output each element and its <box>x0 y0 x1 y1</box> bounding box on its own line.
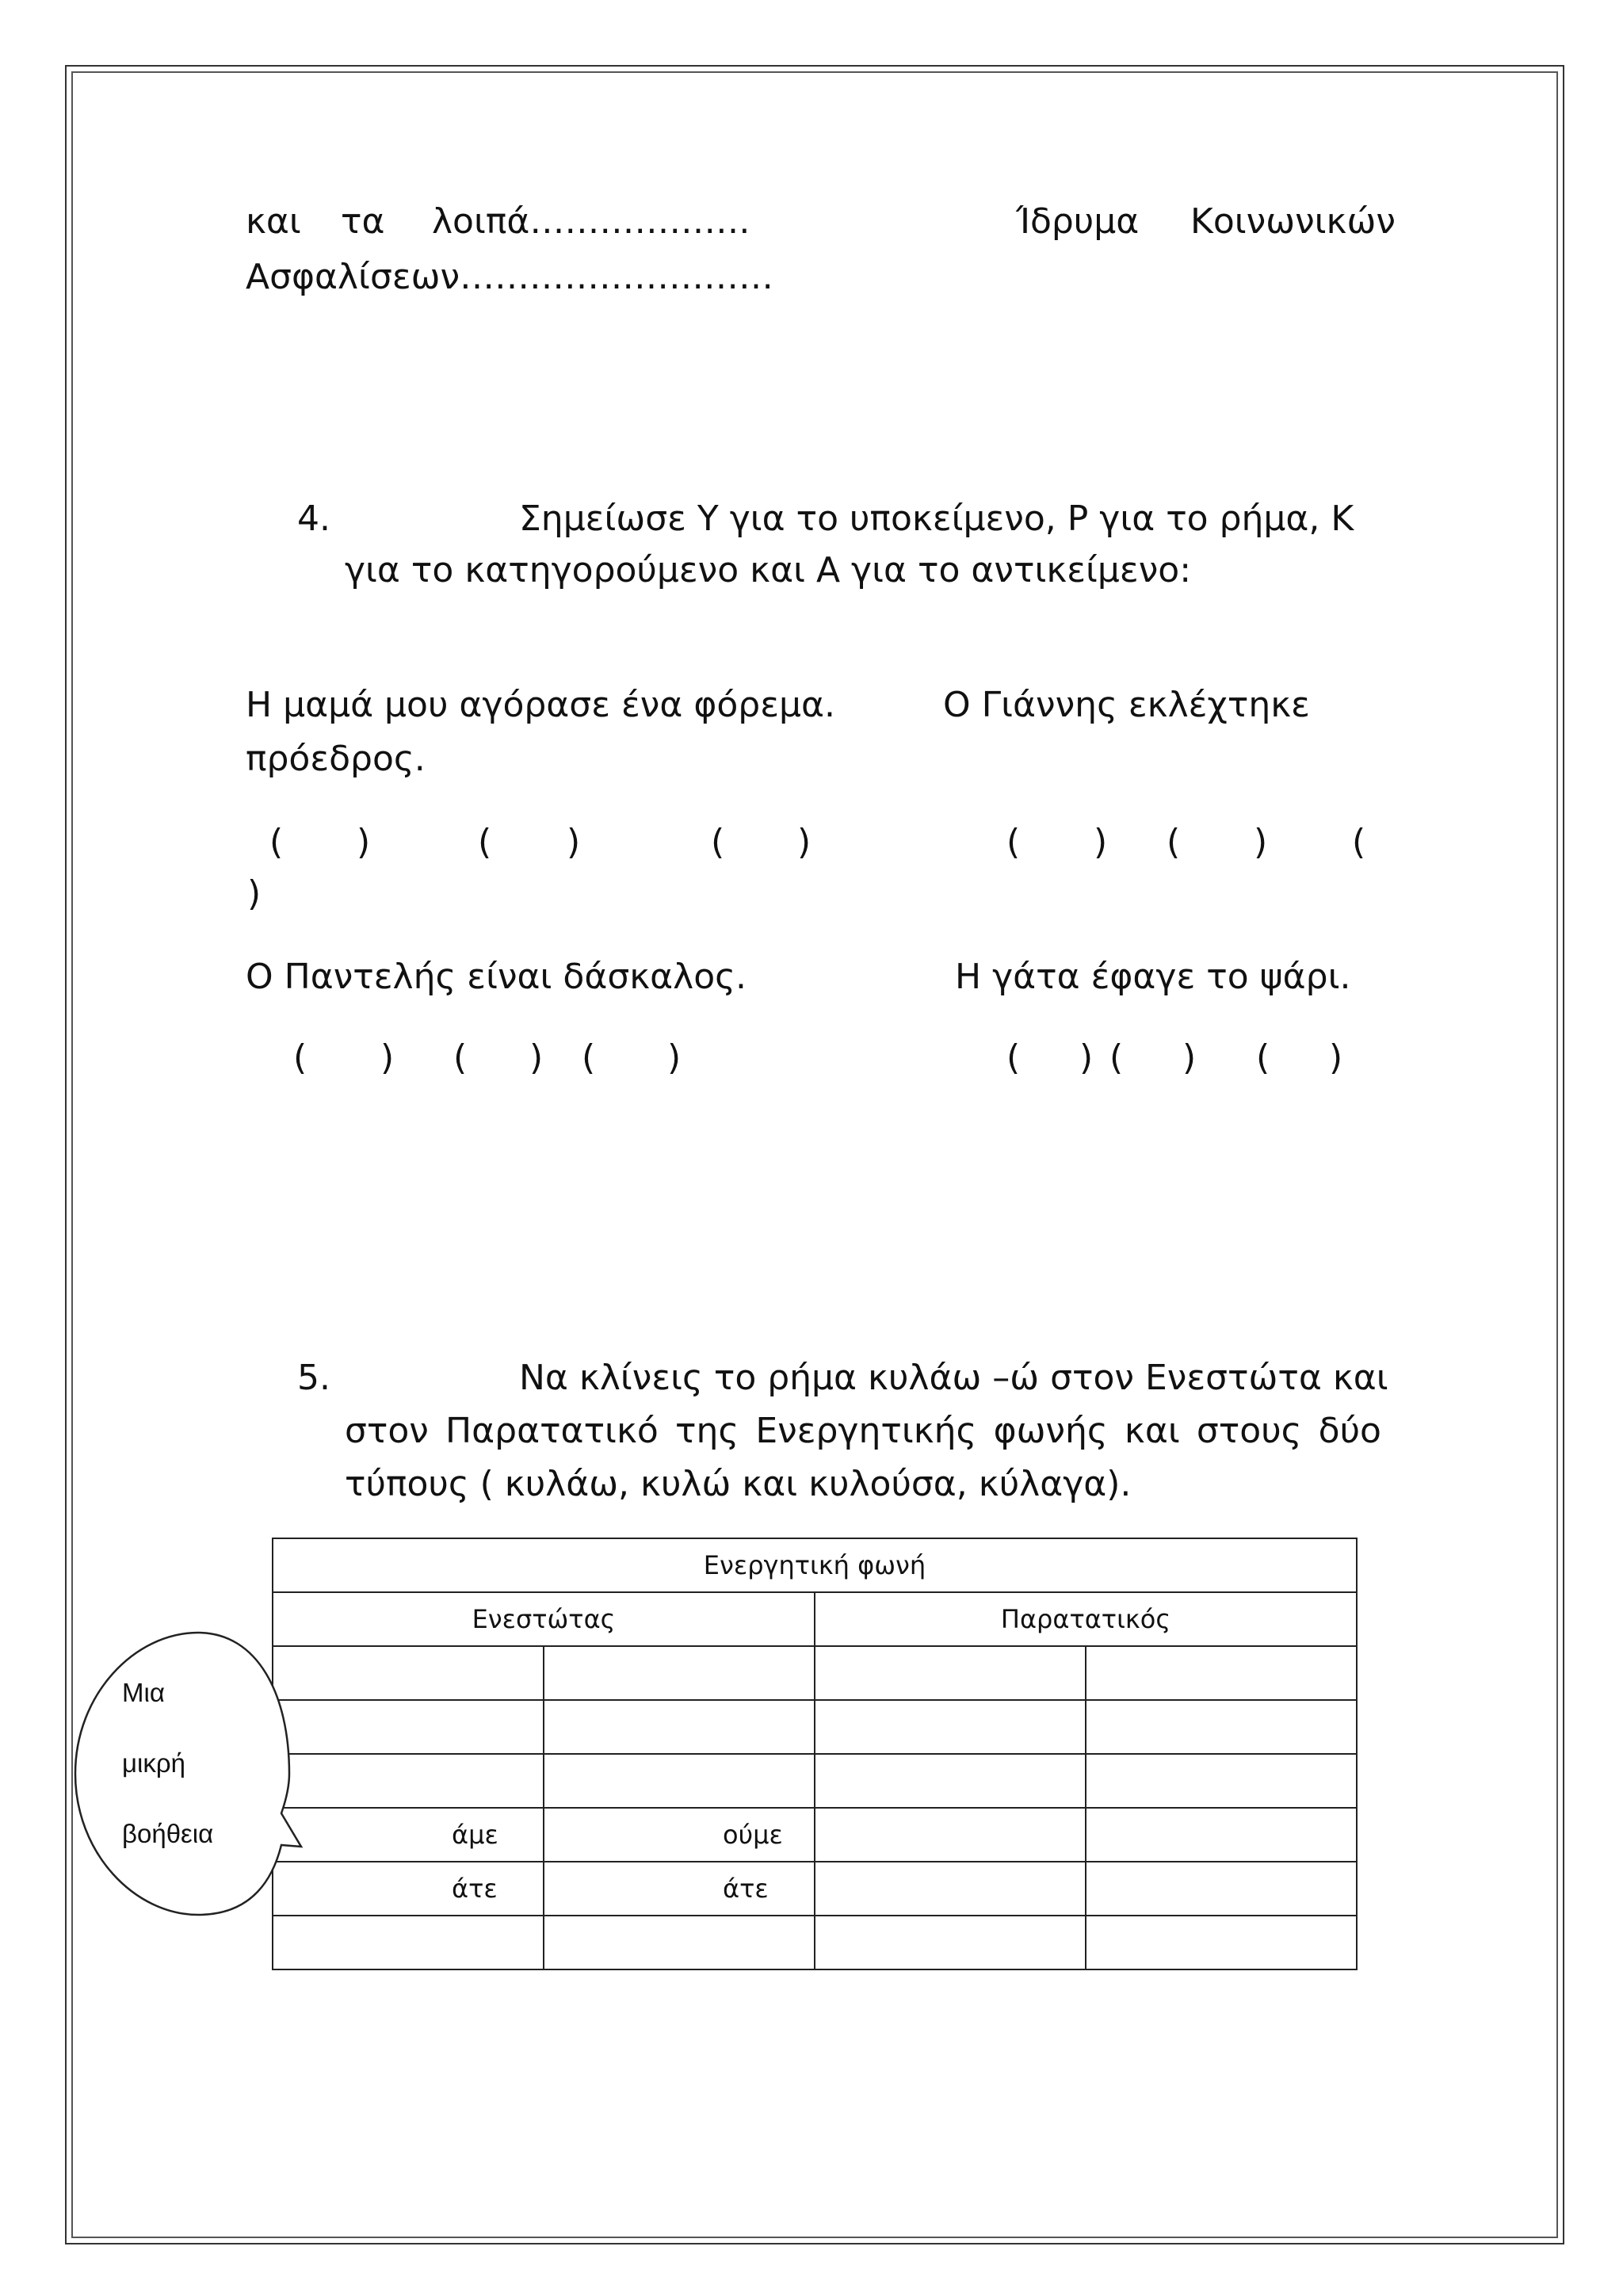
table-cell[interactable] <box>815 1862 1086 1916</box>
top-word-idryma: Ίδρυμα <box>1016 201 1140 242</box>
table-row <box>273 1538 1357 1592</box>
paren-close: ) <box>357 822 371 862</box>
exercise-5-instruction-line1: Να κλίνεις το ρήμα κυλάω –ώ στον Ενεστώτα και <box>519 1358 1388 1398</box>
paren-close: ) <box>1094 822 1108 862</box>
table-row <box>273 1592 1357 1646</box>
sentence-1: Η μαμά μου αγόρασε ένα φόρεμα. <box>246 685 835 725</box>
table-cell[interactable] <box>815 1754 1086 1808</box>
table-cell-suffix-oume[interactable]: ούμε <box>544 1808 815 1862</box>
word: στους <box>1196 1411 1302 1451</box>
word: της <box>674 1411 739 1451</box>
table-cell[interactable] <box>273 1700 544 1754</box>
table-row <box>273 1754 1357 1808</box>
paren-open: ( <box>478 822 492 862</box>
paren-close: ) <box>1329 1037 1343 1078</box>
top-line-2: Ασφαλίσεων……………………… <box>246 257 774 297</box>
table-cell[interactable] <box>544 1916 815 1969</box>
top-word-ta: τα <box>341 201 385 242</box>
table-row <box>273 1646 1357 1700</box>
paren-open: ( <box>269 822 284 862</box>
table-cell[interactable] <box>1086 1754 1357 1808</box>
table-cell[interactable] <box>1086 1916 1357 1969</box>
paren-close: ) <box>380 1037 395 1078</box>
sentence-2-part2: πρόεδρος. <box>246 739 426 779</box>
paren-open: ( <box>711 822 725 862</box>
table-cell-suffix-ame[interactable]: άμε <box>273 1808 544 1862</box>
sentence-2-part1: Ο Γιάννης εκλέχτηκε <box>943 685 1310 725</box>
table-cell[interactable] <box>273 1646 544 1700</box>
table-row <box>273 1808 1357 1862</box>
paren-close: ) <box>1254 822 1268 862</box>
word: Παρατατικό <box>445 1411 659 1451</box>
paren-open: ( <box>293 1037 307 1078</box>
sentence-4: Η γάτα έφαγε το ψάρι. <box>955 957 1351 997</box>
exercise-4-instruction-line1: Σημείωσε Υ για το υποκείμενο, Ρ για το ρήμα, Κ <box>519 499 1354 539</box>
word: φωνής <box>993 1411 1108 1451</box>
conjugation-table <box>272 1538 1358 1970</box>
bubble-text-line3: βοήθεια <box>122 1819 214 1848</box>
table-cell[interactable] <box>815 1808 1086 1862</box>
exercise-5-instruction-line2 <box>345 1408 1381 1455</box>
bubble-text-line2: μικρή <box>122 1748 185 1778</box>
table-row <box>273 1916 1357 1969</box>
paren-close: ) <box>1079 1037 1094 1078</box>
speech-bubble <box>71 1623 309 1924</box>
paren-open: ( <box>1256 1037 1270 1078</box>
paren-open: ( <box>1167 822 1181 862</box>
word: στον <box>345 1411 429 1451</box>
paren-close: ) <box>529 1037 544 1078</box>
bubble-text-line1: Μια <box>122 1678 165 1707</box>
table-cell-suffix-ate[interactable]: άτε <box>544 1862 815 1916</box>
table-cell[interactable] <box>1086 1862 1357 1916</box>
word: δύο <box>1318 1411 1381 1451</box>
table-row <box>273 1700 1357 1754</box>
table-cell[interactable] <box>544 1646 815 1700</box>
paren-open: ( <box>453 1037 468 1078</box>
paren-open: ( <box>1006 1037 1021 1078</box>
table-cell[interactable] <box>815 1700 1086 1754</box>
top-word-kai: και <box>246 201 301 242</box>
exercise-5-instruction-line3: τύπους ( κυλάω, κυλώ και κυλούσα, κύλαγα). <box>345 1464 1132 1504</box>
table-header-past: Παρατατικός <box>815 1592 1357 1646</box>
table-cell[interactable] <box>815 1646 1086 1700</box>
table-cell-suffix-ate[interactable]: άτε <box>273 1862 544 1916</box>
paren-open: ( <box>1352 822 1366 862</box>
table-cell[interactable] <box>1086 1646 1357 1700</box>
paren-open: ( <box>582 1037 596 1078</box>
paren-open: ( <box>1109 1037 1124 1078</box>
table-cell[interactable] <box>273 1916 544 1969</box>
table-row <box>273 1862 1357 1916</box>
paren-open: ( <box>1006 822 1021 862</box>
table-cell[interactable] <box>1086 1808 1357 1862</box>
paren-close: ) <box>667 1037 682 1078</box>
sentence-3: Ο Παντελής είναι δάσκαλος. <box>246 957 747 997</box>
word: και <box>1124 1411 1180 1451</box>
table-header-present: Ενεστώτας <box>273 1592 815 1646</box>
top-word-koinonikon: Κοινωνικών <box>1190 201 1396 242</box>
table-cell[interactable] <box>273 1754 544 1808</box>
table-cell[interactable] <box>544 1754 815 1808</box>
top-word-loipa: λοιπά………………. <box>432 201 750 242</box>
table-cell[interactable] <box>1086 1700 1357 1754</box>
exercise-5-number: 5. <box>297 1358 330 1398</box>
table-cell[interactable] <box>815 1916 1086 1969</box>
paren-close: ) <box>1182 1037 1197 1078</box>
paren-close: ) <box>797 822 812 862</box>
paren-close: ) <box>567 822 581 862</box>
paren-close: ) <box>247 873 262 914</box>
table-header-voice: Ενεργητική φωνή <box>273 1538 1357 1592</box>
exercise-4-number: 4. <box>297 499 330 539</box>
word: Ενεργητικής <box>755 1411 977 1451</box>
table-cell[interactable] <box>544 1700 815 1754</box>
exercise-4-instruction-line2: για το κατηγορούμενο και Α για το αντικείμενο: <box>345 550 1192 590</box>
